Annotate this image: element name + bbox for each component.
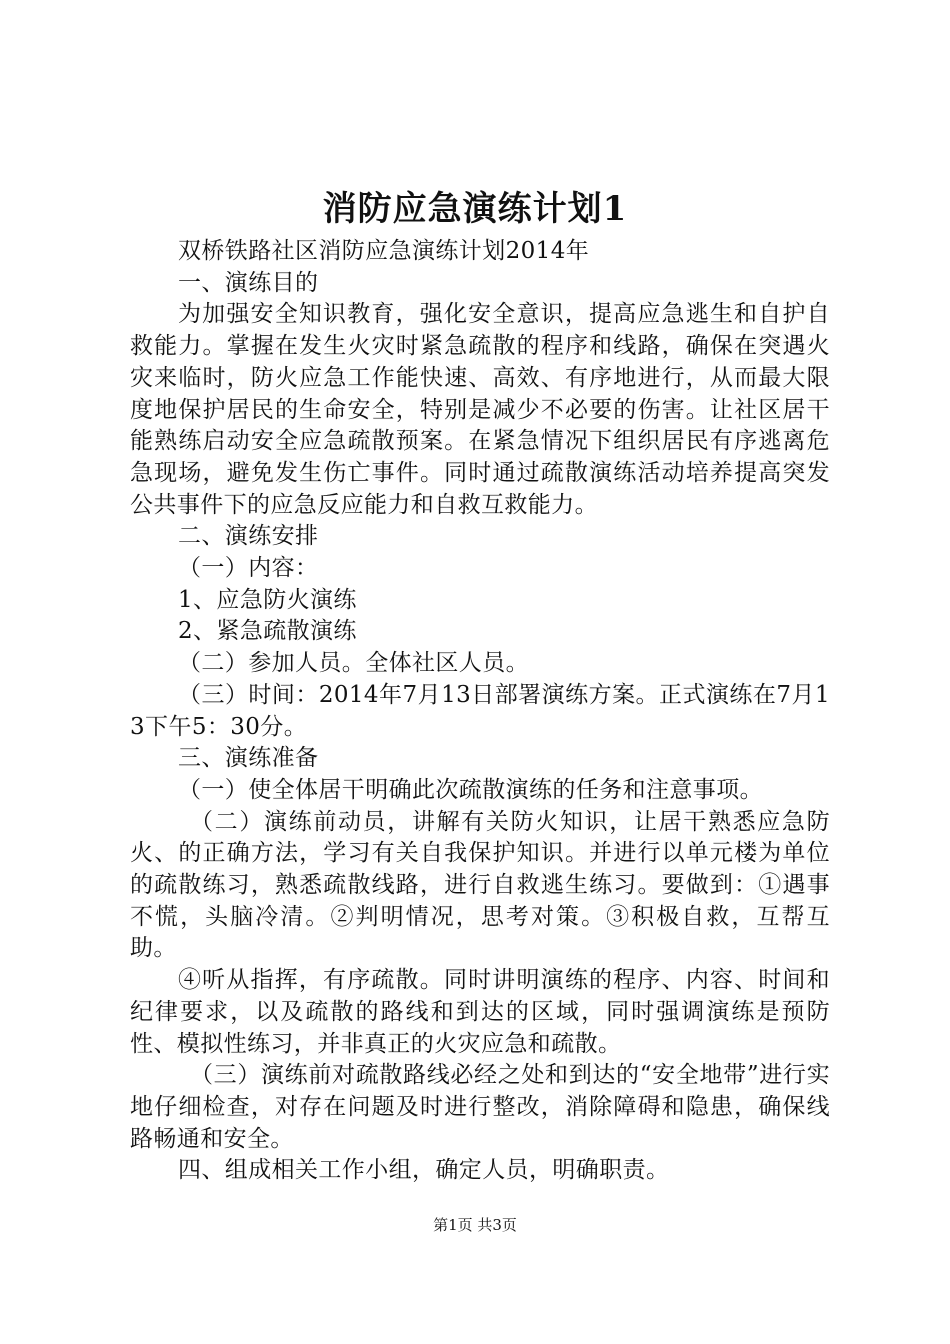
section-heading-1: 一、演练目的 <box>178 269 319 296</box>
paragraph-time: （三）时间：2014年7月13日部署演练方案。正式演练在7月13下午5：30分。 <box>130 681 830 740</box>
section-heading-2: 二、演练安排 <box>178 523 319 550</box>
list-item-1: 1、应急防火演练 <box>178 586 357 613</box>
page-footer: 第1页 共3页 <box>433 1216 517 1234</box>
paragraph-prep-1: （一）使全体居干明确此次疏散演练的任务和注意事项。 <box>178 776 763 803</box>
paragraph-subtitle: 双桥铁路社区消防应急演练计划2014年 <box>178 238 590 264</box>
section-heading-3: 三、演练准备 <box>178 745 319 772</box>
paragraph-purpose: 为加强安全知识教育，强化安全意识，提高应急逃生和自护自救能力。掌握在发生火灾时紧急疏散的程序和线路，确保在突遇火灾来临时，防火应急工作能快速、高效、有序地进行，从而最大限度地保护居民的生命安全，特别是减少不必要的伤害。让社区居干能熟练启动安全应急疏散预案。在紧急情况下组织居民有序逃离危急现场，避免发生伤亡事件。同时通过疏散演练活动培养提高突发公共事件下的应急反应能力和自救互救能力。 <box>130 301 830 518</box>
document-body <box>130 236 830 1187</box>
list-item-2: 2、紧急疏散演练 <box>178 618 357 645</box>
section-heading-4: 四、组成相关工作小组，确定人员，明确职责。 <box>178 1157 670 1184</box>
paragraph-participants: （二）参加人员。全体社区人员。 <box>178 650 529 677</box>
document-title: 消防应急演练计划1 <box>322 189 628 229</box>
paragraph-prep-3: （三）演练前对疏散路线必经之处和到达的“安全地带”进行实地仔细检查，对存在问题及时进行整改，消除障碍和隐患，确保线路畅通和安全。 <box>130 1062 830 1152</box>
paragraph-content-label: （一）内容： <box>178 555 319 582</box>
paragraph-prep-2: （二）演练前动员，讲解有关防火知识，让居干熟悉应急防火、的正确方法，学习有关自我保护知识。并进行以单元楼为单位的疏散练习，熟悉疏散线路，进行自救逃生练习。要做到：①遇事不慌，头脑冷清。②判明情况，思考对策。③积极自救，互帮互助。 <box>130 808 830 962</box>
paragraph-prep-4: ④听从指挥，有序疏散。同时讲明演练的程序、内容、时间和纪律要求，以及疏散的路线和到达的区域，同时强调演练是预防性、模拟性练习，并非真正的火灾应急和疏散。 <box>130 967 830 1057</box>
